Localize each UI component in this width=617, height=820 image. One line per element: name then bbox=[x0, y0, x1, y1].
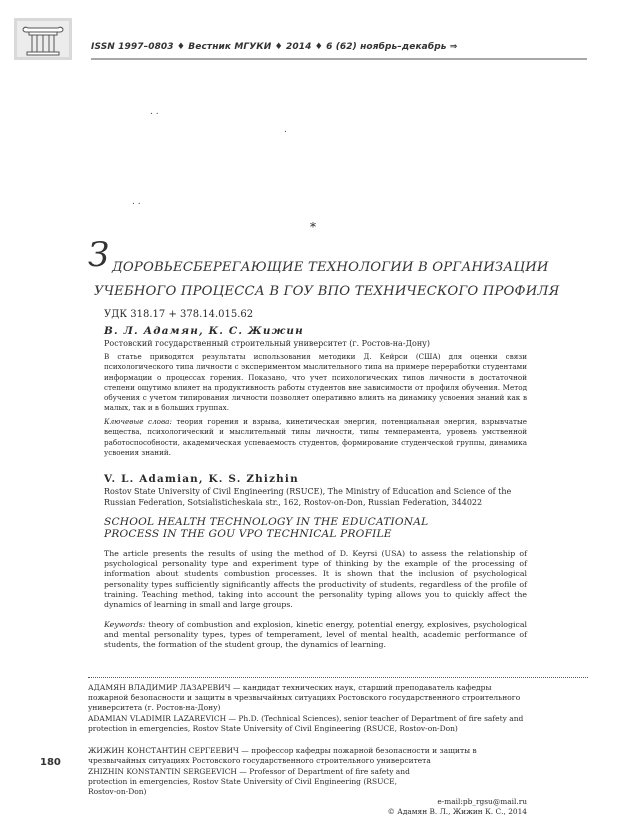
bio-adamian-ru: АДАМЯН ВЛАДИМИР ЛАЗАРЕВИЧ — кандидат технических наук, старший преподаватель кафедры пожарной безопасности и защиты в чрезвычайных ситуациях Ростовского государственного строительного университета (г. Ростов-на-Дону) bbox=[88, 683, 521, 713]
header-rule bbox=[91, 58, 587, 60]
bio-zhizhin-en: ZHIZHIN KONSTANTIN SERGEEVICH — Professor of Department of fire safety and protection in emergencies, Rostov State University of Civil Engineering (RSUCE, Rostov-on-Don) bbox=[88, 767, 410, 797]
contact-email: e-mail:pb_rgsu@mail.ru bbox=[437, 797, 527, 806]
title-line-2: УЧЕБНОГО ПРОЦЕССА В ГОУ ВПО ТЕХНИЧЕСКОГО ПРОФИЛЯ bbox=[94, 284, 560, 299]
keywords-ru bbox=[104, 417, 527, 458]
abstract-ru: В статье приводятся результаты использования методики Д. Кейрси (США) для оценки связи психологического типа личности с экспериментом мыслительного типа на примере переработки студентами информации о процессах горения. Показано, что учет психологических типов личности в достаточной степени ощутимо влияет на продуктивность работы студентов вне зависимости от профиля обучения. Метод обучения с учетом типирования личности позволяет оперативно влиять на динамику усвоения знаний как в малых, так и в больших группах. bbox=[104, 352, 527, 413]
bio-adamian-en: ADAMIAN VLADIMIR LAZAREVICH — Ph.D. (Technical Sciences), senior teacher of Department of fire safety and protection in emergencies, Rostov State University of Civil Engineering (RSUCE, Rostov-on-Don) bbox=[88, 714, 524, 734]
abstract-en: The article presents the results of using the method of D. Keyrsi (USA) to assess the relationship of psychological personality type and experiment type of thinking by the example of the processing of information about students combustion processes. It is shown that the inclusion of psychological personality types sufficiently significantly affects the productivity of students, regardless of the profile of training. Teaching method, taking into account the personality typing allows you to quickly affect the dynamics of learning in small and large groups. bbox=[104, 549, 527, 610]
page-number: 180 bbox=[40, 757, 61, 768]
keywords-text-en: theory of combustion and explosion, kinetic energy, potential energy, explosives, psychological and mental personality types, types of temperament, level of mental health, academic performance of students, the formation of the student group, the dynamics of learning. bbox=[104, 620, 527, 650]
title-en bbox=[104, 516, 527, 540]
journal-logo-icon bbox=[14, 18, 72, 60]
keywords-label-en: Keywords: bbox=[104, 620, 146, 629]
title-line-1: ДОРОВЬЕСБЕРЕГАЮЩИЕ ТЕХНОЛОГИИ В ОРГАНИЗАЦИИ bbox=[112, 260, 549, 275]
affiliation-en: Rostov State University of Civil Engineering (RSUCE), The Ministry of Education and Science of the Russian Federation, Sotsialisticheskaia str., 162, Rostov-on-Don, Russian Federation, 344022 bbox=[104, 487, 512, 507]
stray-dot: . bbox=[284, 125, 287, 135]
footnote-divider bbox=[88, 677, 588, 678]
title-en-line-2: PROCESS IN THE GOU VPO TECHNICAL PROFILE bbox=[104, 528, 392, 540]
authors-ru: В. Л. Адамян, К. С. Жижин bbox=[104, 325, 304, 337]
stray-dots: . . bbox=[132, 197, 141, 207]
keywords-text-ru: теория горения и взрыва, кинетическая энергия, потенциальная энергия, взрывчатые вещества, психологический и мыслительный типы личности, типы темперамента, уровень умственной работоспособности, академическая успеваемость студентов, формирование студенческой группы, динамика усвоения знаний. bbox=[104, 417, 527, 457]
title-en-line-1: SCHOOL HEALTH TECHNOLOGY IN THE EDUCATIONAL bbox=[104, 516, 429, 528]
footnote-asterisk: * bbox=[310, 220, 316, 234]
keywords-label-ru: Ключевые слова: bbox=[104, 417, 172, 426]
copyright: © Адамян В. Л., Жижин К. С., 2014 bbox=[387, 807, 527, 816]
affiliation-ru: Ростовский государственный строительный университет (г. Ростов-на-Дону) bbox=[104, 339, 431, 348]
keywords-en bbox=[104, 620, 527, 651]
title-drop-cap: З bbox=[88, 235, 110, 275]
journal-header: ISSN 1997–0803 ♦ Вестник МГУКИ ♦ 2014 ♦ 6 (62) ноябрь–декабрь ⇒ bbox=[91, 42, 458, 52]
stray-dots: . . bbox=[150, 107, 159, 117]
udc-code: УДК 318.17 + 378.14.015.62 bbox=[104, 309, 254, 320]
bio-zhizhin-ru: ЖИЖИН КОНСТАНТИН СЕРГЕЕВИЧ — профессор кафедры пожарной безопасности и защиты в чрезвычайных ситуациях Ростовского государственного строительного университета bbox=[88, 746, 477, 766]
authors-en: V. L. Adamian, K. S. Zhizhin bbox=[104, 473, 299, 485]
